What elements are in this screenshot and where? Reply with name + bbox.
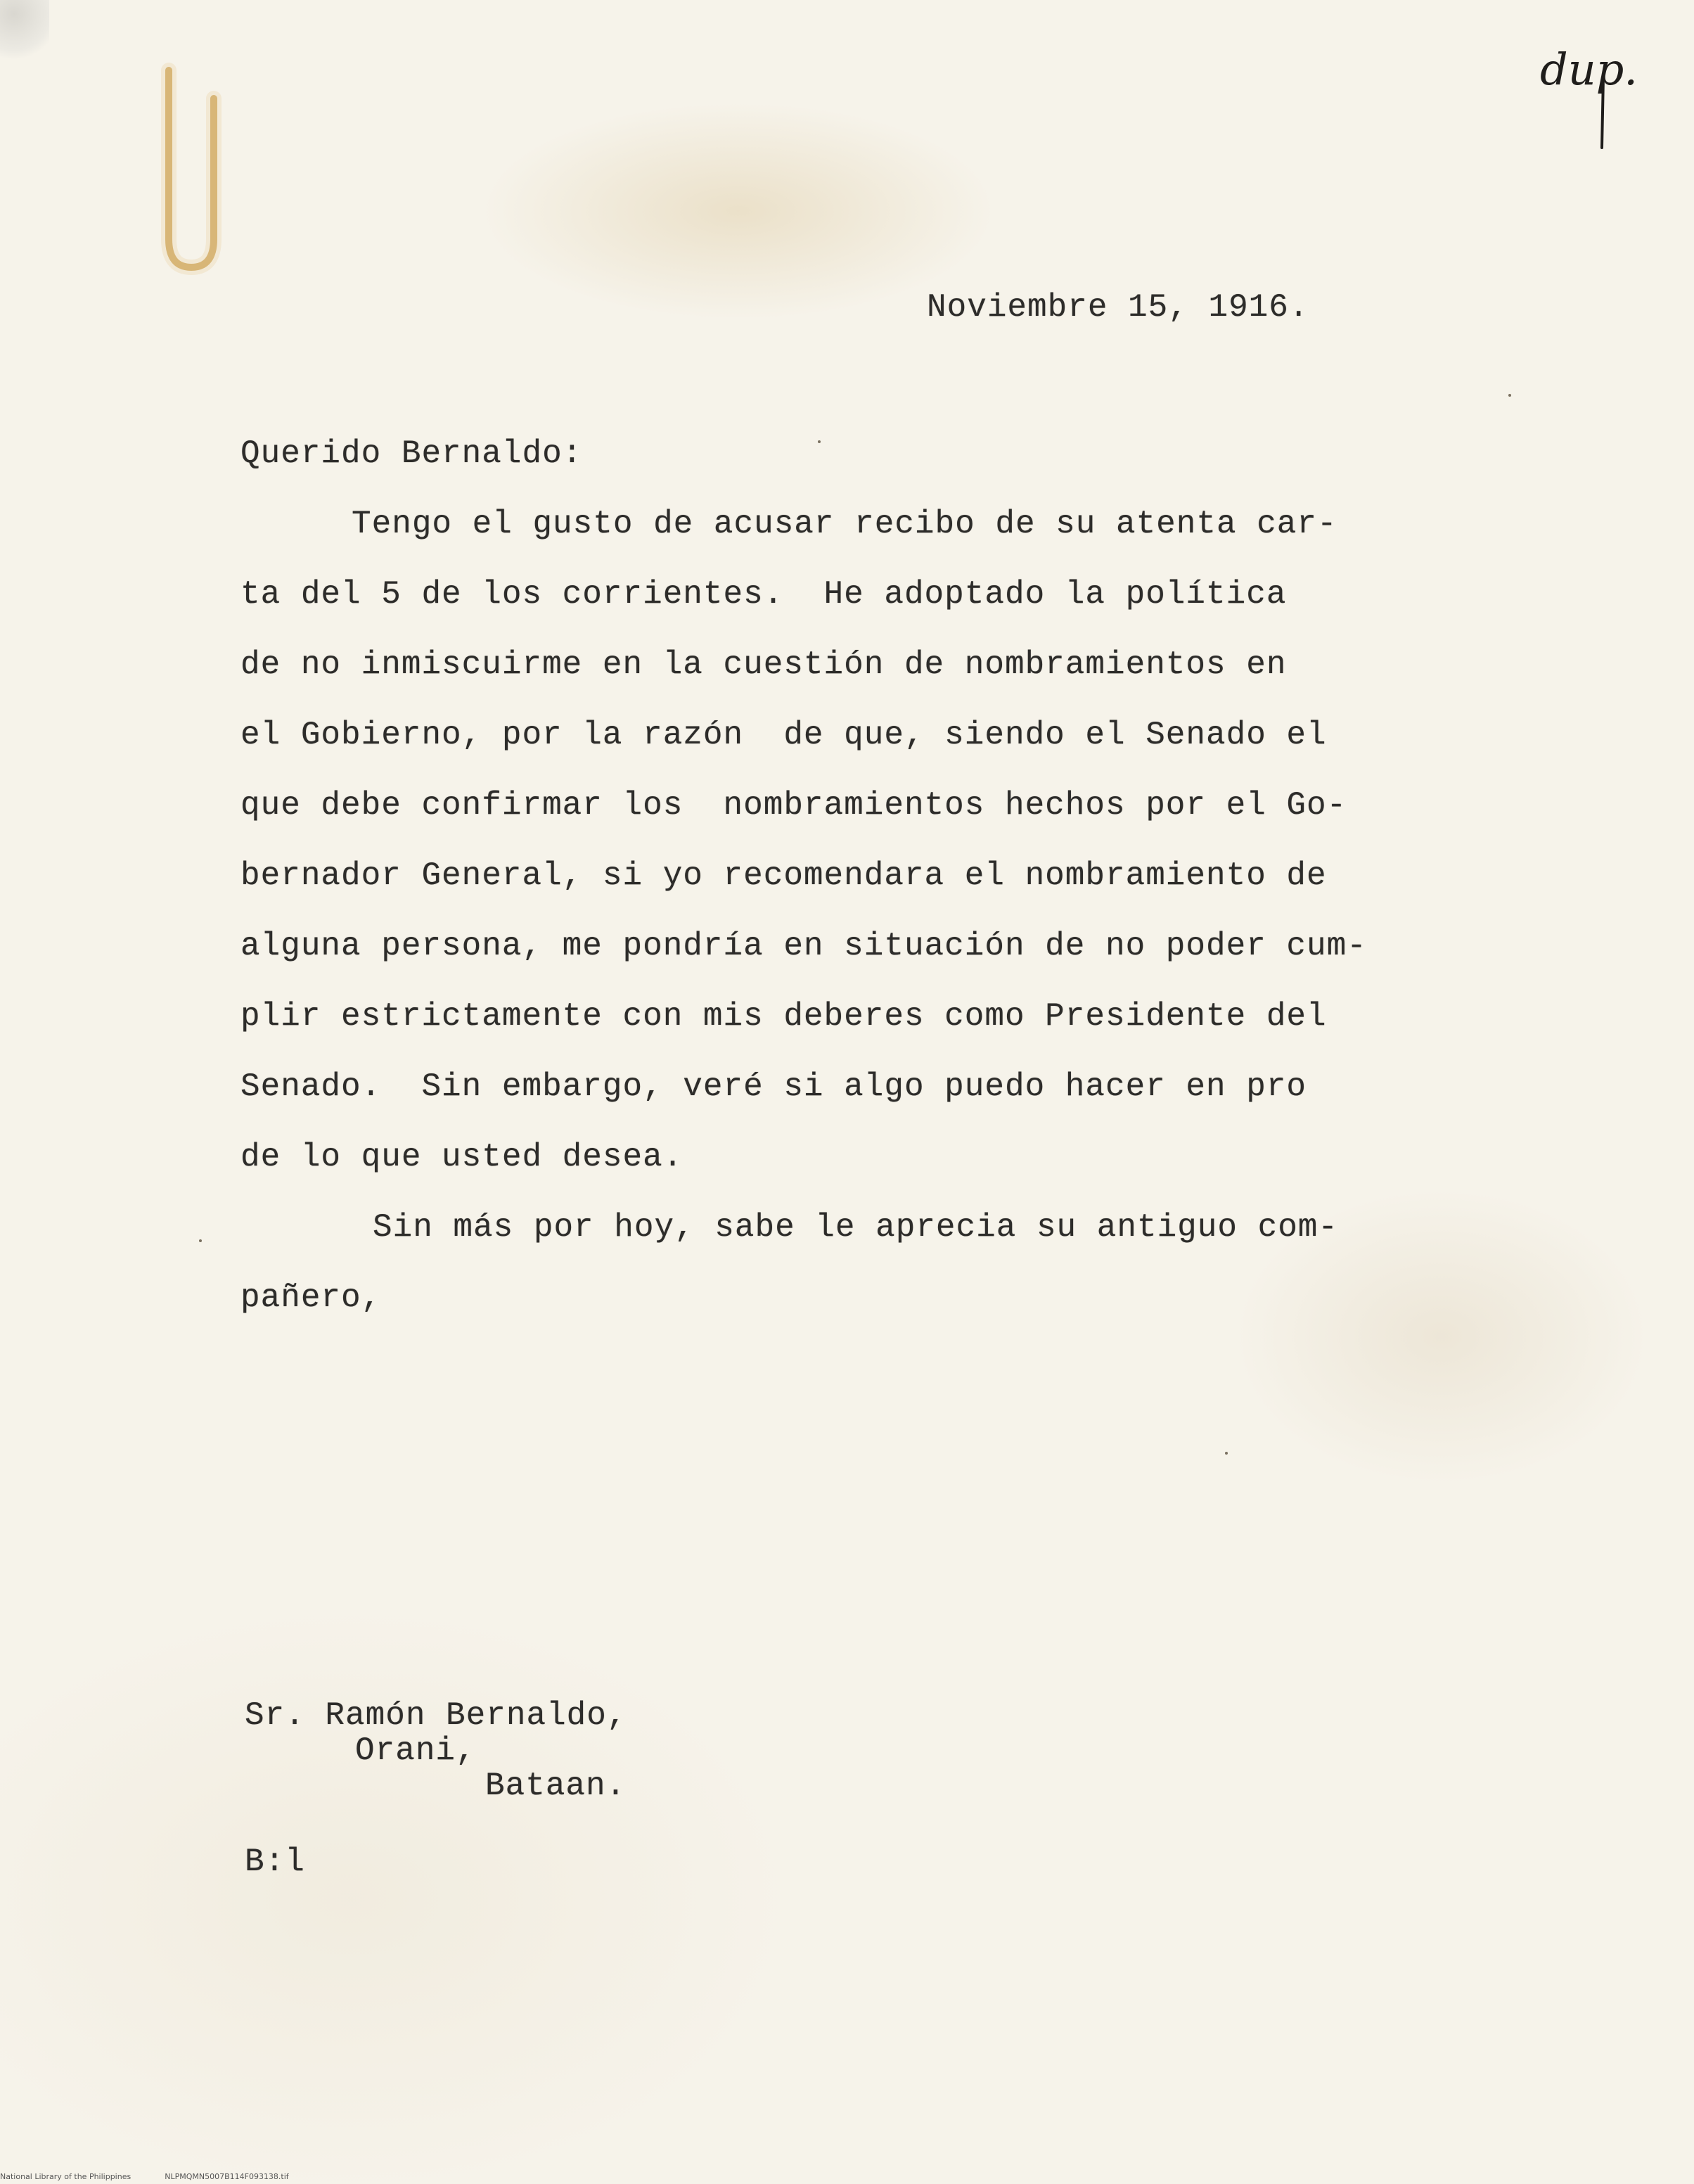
paper-speck — [199, 1239, 202, 1242]
body-line: alguna persona, me pondría en situación de no poder cum- — [240, 928, 1367, 964]
body-line: el Gobierno, por la razón de que, siendo el Senado el — [240, 717, 1327, 753]
paperclip-stain — [148, 56, 232, 281]
body-line: de lo que usted desea. — [240, 1139, 684, 1175]
body-line: que debe confirmar los nombramientos hechos por el Go- — [240, 787, 1347, 824]
reference-initials: B:l — [245, 1844, 305, 1880]
body-line: bernador General, si yo recomendara el nombramiento de — [240, 857, 1327, 894]
body-line: ta del 5 de los corrientes. He adoptado la política — [240, 576, 1287, 613]
body-line: plir estrictamente con mis deberes como Presidente del — [240, 998, 1327, 1035]
salutation: Querido Bernaldo: — [240, 435, 583, 472]
recipient-province: Bataan. — [485, 1768, 627, 1804]
recipient-name: Sr. Ramón Bernaldo, — [245, 1697, 627, 1734]
paper-speck — [1508, 394, 1511, 397]
handwritten-annotation — [1533, 35, 1667, 155]
archive-footer — [0, 2172, 289, 2181]
paper-speck — [1225, 1452, 1228, 1455]
recipient-town: Orani, — [355, 1732, 476, 1769]
torn-corner — [0, 0, 49, 63]
body-line: de no inmiscuirme en la cuestión de nombramientos en — [240, 646, 1287, 683]
footer-institution: National Library of the Philippines — [0, 2172, 131, 2181]
closing-line: pañero, — [240, 1279, 382, 1316]
body-line: Senado. Sin embargo, veré si algo puedo hacer en pro — [240, 1068, 1307, 1105]
body-line: Tengo el gusto de acusar recibo de su atenta car- — [352, 506, 1337, 542]
paper-speck — [818, 440, 821, 443]
letter-date: Noviembre 15, 1916. — [927, 289, 1309, 326]
closing-line: Sin más por hoy, sabe le aprecia su antiguo com- — [373, 1209, 1339, 1246]
footer-filename: NLPMQMN5007B114F093138.tif — [165, 2172, 289, 2181]
svg-text:dup.: dup. — [1540, 44, 1638, 95]
